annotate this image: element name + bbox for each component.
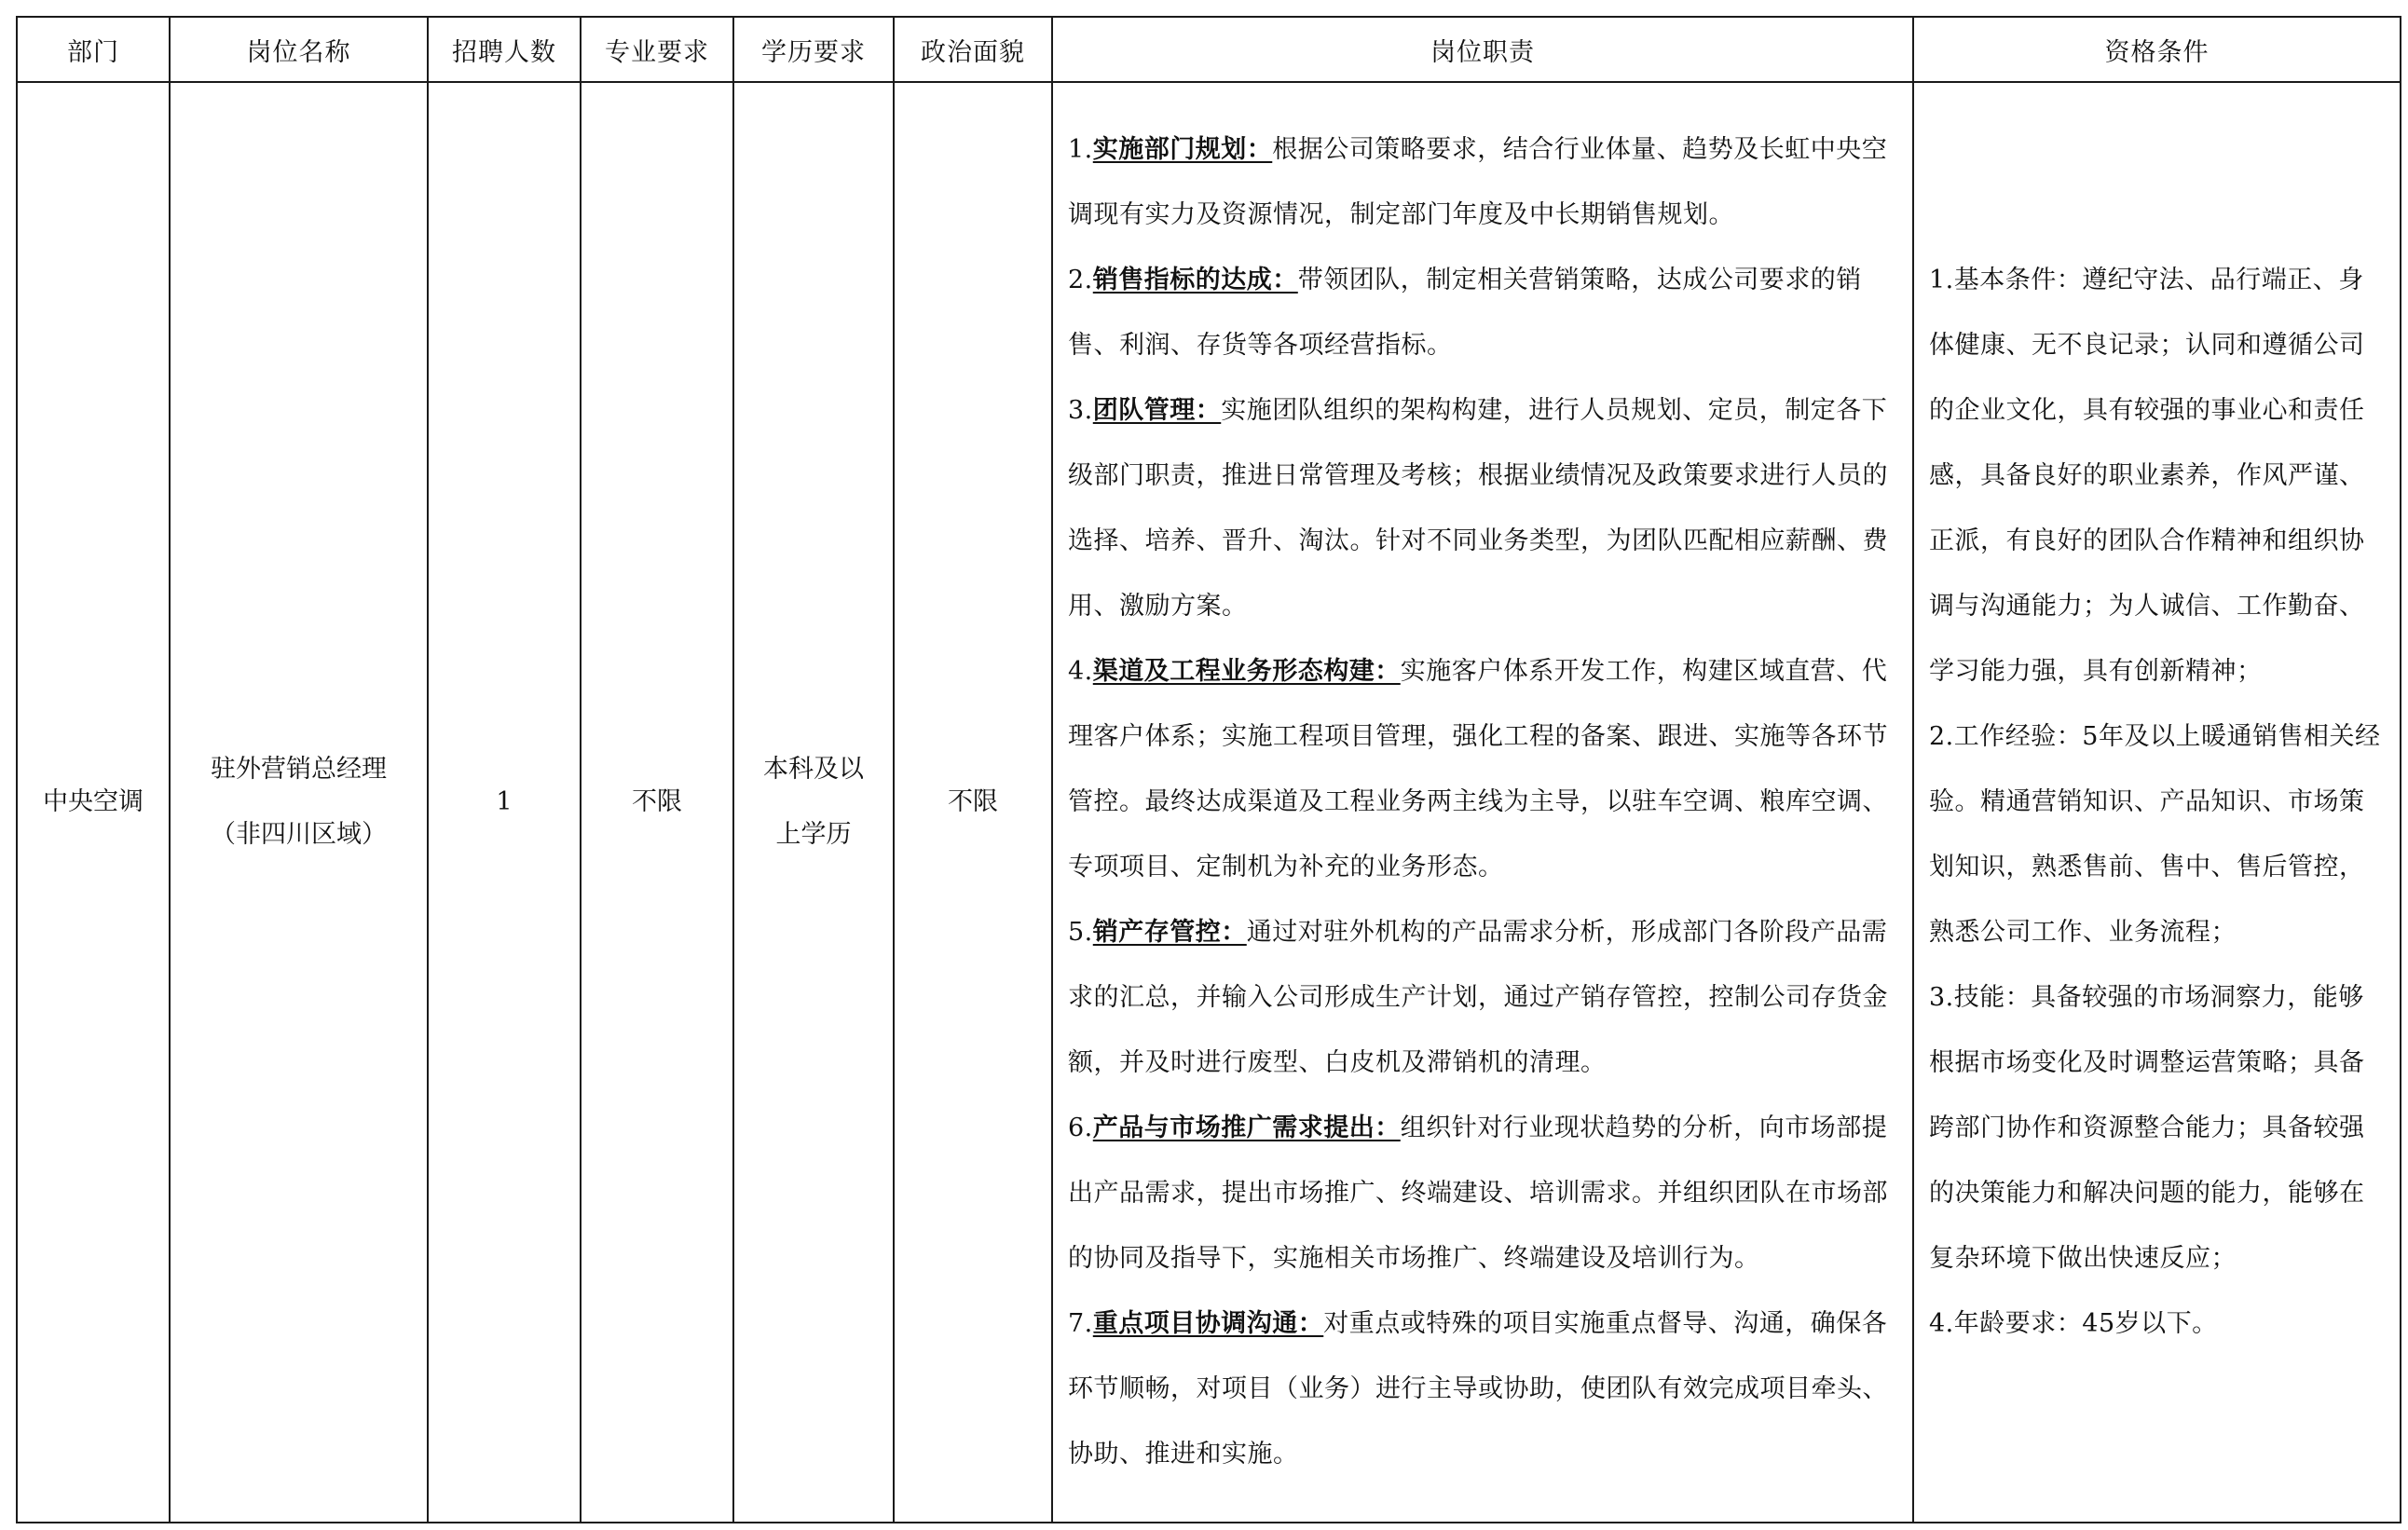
duty-text: 组织针对行业现状趋势的分析，向市场部提出产品需求，提出市场推广、终端建设、培训需求。并组织团队在市场部的协同及指导下，实施相关市场推广、终端建设及培训行为。 [1068,1113,1888,1273]
cell-department: 中央空调 [17,82,170,1523]
duty-text: 通过对驻外机构的产品需求分析，形成部门各阶段产品需求的汇总，并输入公司形成生产计划，通过产销存管控，控制公司存货金额，并及时进行废型、白皮机及滞销机的清理。 [1068,918,1888,1077]
header-headcount: 招聘人数 [428,17,581,82]
duty-item [1068,378,1899,639]
education-line-2: 上学历 [775,820,852,849]
cell-political: 不限 [894,82,1052,1523]
duty-item [1068,1096,1899,1291]
header-row [17,17,2401,82]
header-qualifications: 资格条件 [1913,17,2401,82]
duty-text: 根据公司策略要求，结合行业体量、趋势及长虹中央空调现有实力及资源情况，制定部门年度及中长期销售规划。 [1068,135,1888,229]
duty-title: 团队管理： [1092,396,1222,425]
duty-title: 销售指标的达成： [1092,266,1298,294]
cell-education [733,82,894,1523]
cell-headcount: 1 [428,82,581,1523]
duty-number: 4. [1068,657,1093,686]
position-line-1: 驻外营销总经理 [211,755,387,784]
education-line-1: 本科及以 [763,755,864,784]
qualification-item: 2.工作经验：5年及以上暖通销售相关经验。精通营销知识、产品知识、市场策划知识，熟悉售前、售中、售后管控，熟悉公司工作、业务流程； [1929,722,2381,947]
duty-item [1068,117,1899,248]
duty-list [1053,117,1912,1487]
duty-text: 实施团队组织的架构构建，进行人员规划、定员，制定各下级部门职责，推进日常管理及考核；根据业绩情况及政策要求进行人员的选择、培养、晋升、淘汰。针对不同业务类型，为团队匹配相应薪酬、费用、激励方案。 [1068,396,1888,621]
cell-position [170,82,428,1523]
duty-number: 7. [1068,1309,1093,1338]
duty-item [1068,900,1899,1096]
header-position: 岗位名称 [170,17,428,82]
duty-number: 3. [1068,396,1093,425]
cell-qualifications [1913,82,2401,1523]
duty-number: 5. [1068,918,1093,947]
header-major: 专业要求 [581,17,733,82]
duty-number: 1. [1068,135,1093,164]
header-education: 学历要求 [733,17,894,82]
duty-item [1068,639,1899,900]
duty-title: 渠道及工程业务形态构建： [1092,657,1401,686]
duty-number: 2. [1068,266,1093,294]
duty-title: 产品与市场推广需求提出： [1092,1113,1401,1142]
duty-item [1068,1291,1899,1487]
duty-text: 对重点或特殊的项目实施重点督导、沟通，确保各环节顺畅，对项目（业务）进行主导或协助，使团队有效完成项目牵头、协助、推进和实施。 [1068,1309,1888,1469]
qualification-item: 4.年龄要求：45岁以下。 [1929,1309,2218,1338]
qualification-list [1914,248,2400,1357]
duty-title: 重点项目协调沟通： [1092,1309,1324,1338]
job-table [16,16,2401,1523]
qualification-item: 1.基本条件：遵纪守法、品行端正、身体健康、无不良记录；认同和遵循公司的企业文化，具有较强的事业心和责任感，具备良好的职业素养，作风严谨、正派，有良好的团队合作精神和组织协调与沟通能力；为人诚信、工作勤奋、学习能力强，具有创新精神； [1929,266,2365,686]
duty-text: 带领团队，制定相关营销策略，达成公司要求的销售、利润、存货等各项经营指标。 [1068,266,1862,360]
header-political: 政治面貌 [894,17,1052,82]
cell-major: 不限 [581,82,733,1523]
qualification-item: 3.技能：具备较强的市场洞察力，能够根据市场变化及时调整运营策略；具备跨部门协作和资源整合能力；具备较强的决策能力和解决问题的能力，能够在复杂环境下做出快速反应； [1929,983,2365,1273]
header-department: 部门 [17,17,170,82]
job-posting-page [16,16,2400,1523]
duty-title: 销产存管控： [1092,918,1247,947]
duty-title: 实施部门规划： [1092,135,1273,164]
duty-number: 6. [1068,1113,1093,1142]
header-duties: 岗位职责 [1052,17,1913,82]
duty-text: 实施客户体系开发工作，构建区域直营、代理客户体系；实施工程项目管理，强化工程的备案、跟进、实施等各环节管控。最终达成渠道及工程业务两主线为主导，以驻车空调、粮库空调、专项项目、定制机为补充的业务形态。 [1068,657,1888,881]
cell-duties [1052,82,1913,1523]
position-line-2: （非四川区域） [211,820,387,849]
table-row [17,82,2401,1523]
duty-item [1068,248,1899,378]
